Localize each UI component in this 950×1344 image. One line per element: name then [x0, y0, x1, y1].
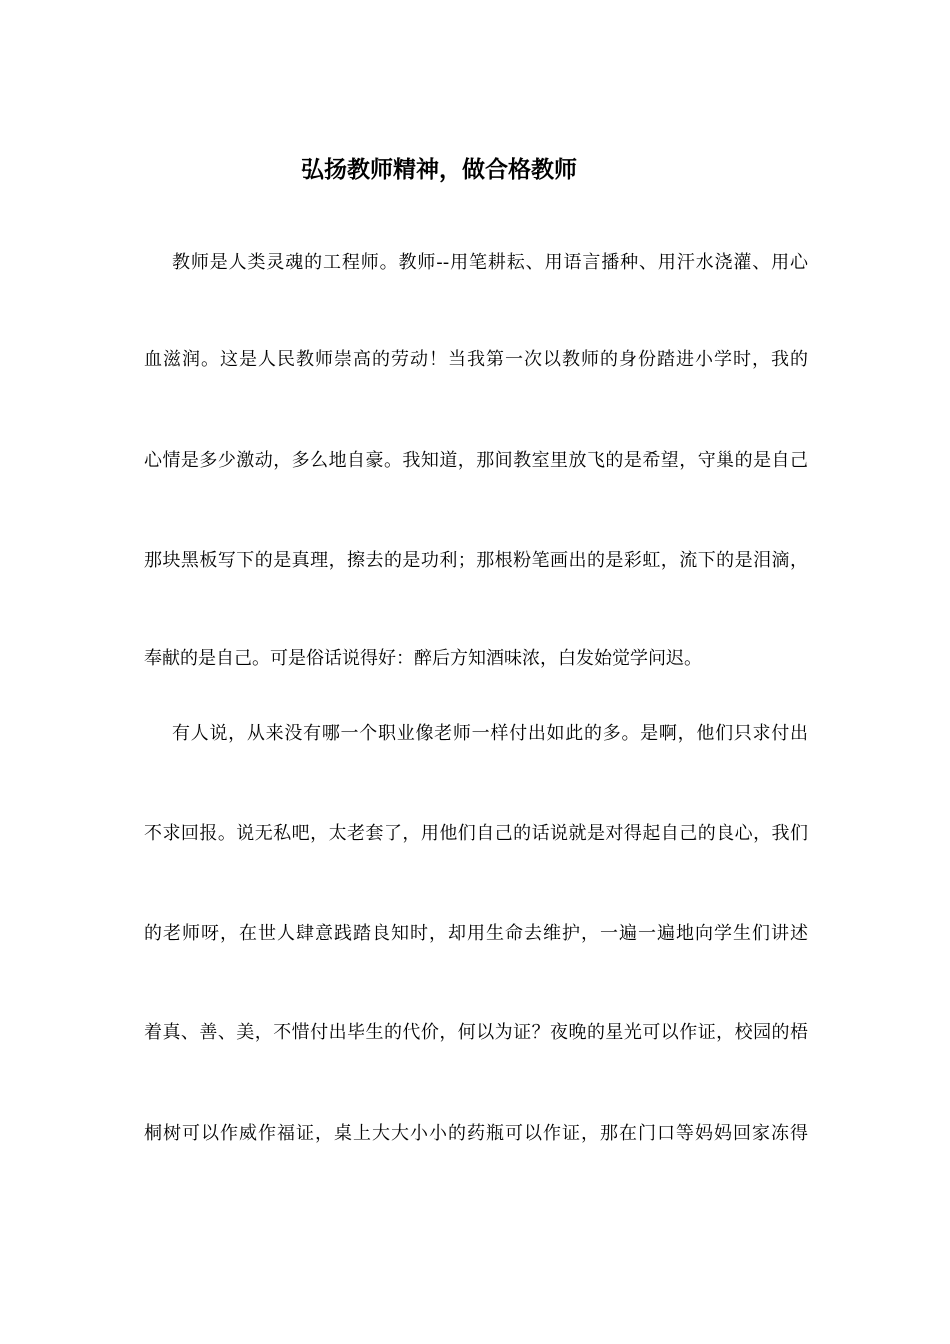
paragraph-line: 教师是人类灵魂的工程师。教师--用笔耕耘、用语言播种、用汗水浇灌、用心 [172, 252, 808, 273]
paragraph-line: 血滋润。这是人民教师崇高的劳动！当我第一次以教师的身份踏进小学时，我的 [144, 349, 808, 370]
paragraph-line: 桐树可以作威作福证，桌上大大小小的药瓶可以作证，那在门口等妈妈回家冻得 [144, 1123, 808, 1144]
paragraph-line: 奉献的是自己。可是俗话说得好：醉后方知酒味浓，白发始觉学问迟。 [144, 648, 702, 669]
paragraph-line: 心情是多少激动，多么地自豪。我知道，那间教室里放飞的是希望，守巢的是自己 [144, 450, 808, 471]
paragraph-line: 的老师呀，在世人肆意践踏良知时，却用生命去维护，一遍一遍地向学生们讲述 [144, 923, 808, 944]
paragraph-line: 有人说，从来没有哪一个职业像老师一样付出如此的多。是啊，他们只求付出 [172, 723, 808, 744]
document-title: 弘扬教师精神，做合格教师 [301, 157, 577, 183]
paragraph-line: 不求回报。说无私吧，太老套了，用他们自己的话说就是对得起自己的良心，我们 [144, 823, 808, 844]
paragraph-line: 着真、善、美，不惜付出毕生的代价，何以为证？夜晚的星光可以作证，校园的梧 [144, 1022, 808, 1043]
paragraph-line: 那块黑板写下的是真理，擦去的是功利；那根粉笔画出的是彩虹，流下的是泪滴， [144, 550, 808, 571]
